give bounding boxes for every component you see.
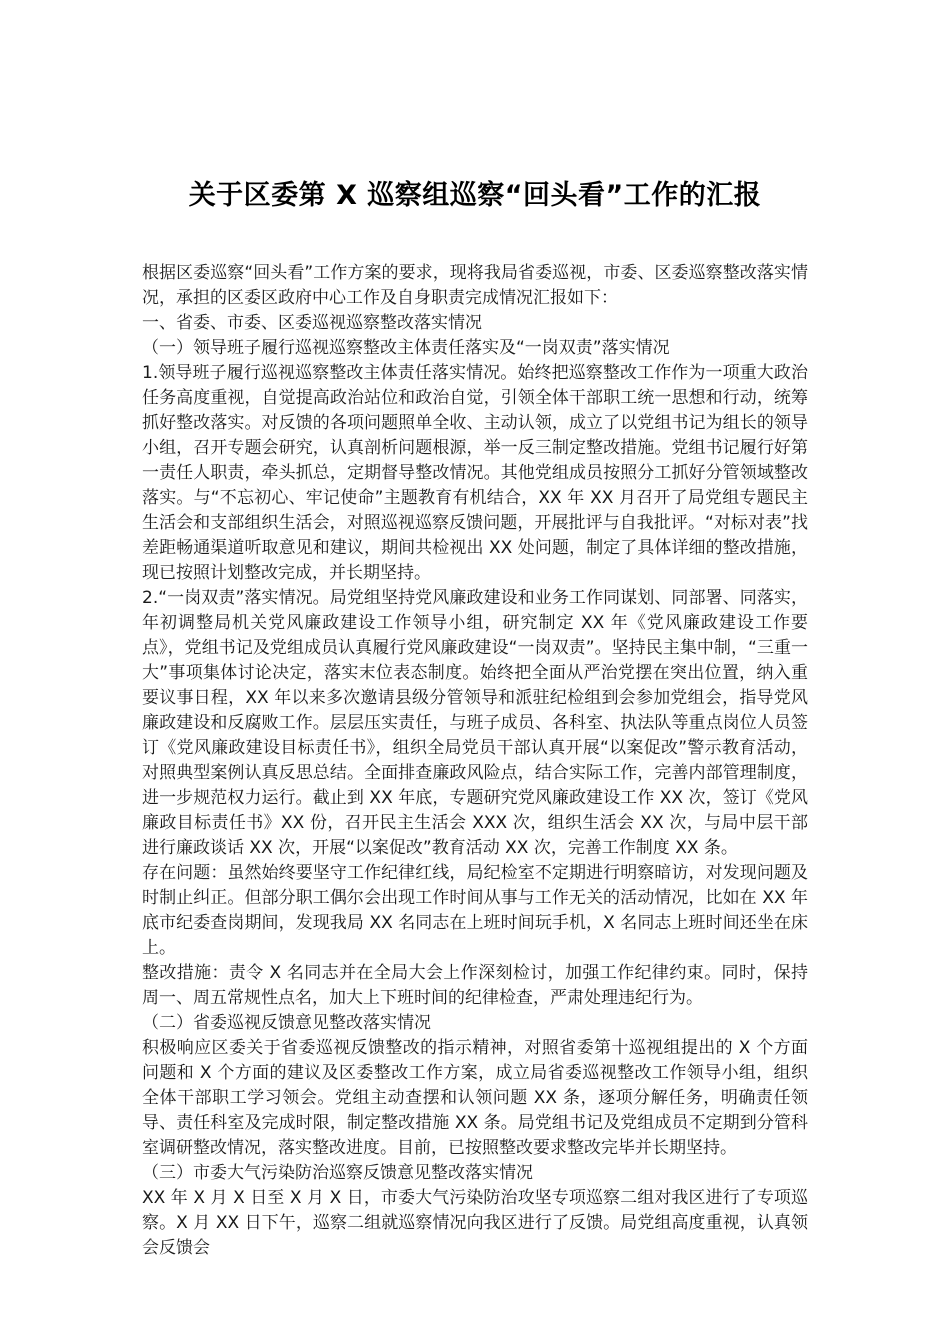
paragraph: 根据区委巡察“回头看”工作方案的要求，现将我局省委巡视，市委、区委巡察整改落实情况，承担的区委区政府中心工作及自身职责完成情况汇报如下：	[142, 263, 808, 308]
document-title: 关于区委第 X 巡察组巡察“回头看”工作的汇报	[188, 180, 762, 211]
paragraph: 一、省委、市委、区委巡视巡察整改落实情况	[142, 313, 482, 333]
document-body	[142, 261, 808, 1261]
paragraph: （二）省委巡视反馈意见整改落实情况	[142, 1013, 431, 1033]
paragraph: XX 年 X 月 X 日至 X 月 X 日，市委大气污染防治攻坚专项巡察二组对我区进行了专项巡察。X 月 XX 日下午，巡察二组就巡察情况向我区进行了反馈。局党组高度重视，认真领会反馈会	[142, 1188, 808, 1258]
paragraph: 存在问题：虽然始终要坚守工作纪律红线，局纪检室不定期进行明察暗访，对发现问题及时制止纠正。但部分职工偶尔会出现工作时间从事与工作无关的活动情况，比如在 XX 年底市纪委查岗期间，发现我局 XX 名同志在上班时间玩手机，X 名同志上班时间还坐在床上。	[142, 863, 808, 958]
paragraph: 整改措施：责令 X 名同志并在全局大会上作深刻检讨，加强工作纪律约束。同时，保持周一、周五常规性点名，加大上下班时间的纪律检查，严肃处理违纪行为。	[142, 963, 808, 1008]
paragraph: 1.领导班子履行巡视巡察整改主体责任落实情况。始终把巡察整改工作作为一项重大政治任务高度重视，自觉提高政治站位和政治自觉，引领全体干部职工统一思想和行动，统筹抓好整改落实。对反馈的各项问题照单全收、主动认领，成立了以党组书记为组长的领导小组，召开专题会研究，认真剖析问题根源，举一反三制定整改措施。党组书记履行好第一责任人职责，牵头抓总，定期督导整改情况。其他党组成员按照分工抓好分管领域整改落实。与“不忘初心、牢记使命”主题教育有机结合，XX 年 XX 月召开了局党组专题民主生活会和支部组织生活会，对照巡视巡察反馈问题，开展批评与自我批评。“对标对表”找差距畅通渠道听取意见和建议，期间共检视出 XX 处问题，制定了具体详细的整改措施，现已按照计划整改完成，并长期坚持。	[142, 363, 808, 583]
paragraph: （一）领导班子履行巡视巡察整改主体责任落实及“一岗双责”落实情况	[142, 338, 670, 358]
paragraph: （三）市委大气污染防治巡察反馈意见整改落实情况	[142, 1163, 533, 1183]
paragraph: 2.“一岗双责”落实情况。局党组坚持党风廉政建设和业务工作同谋划、同部署、同落实，年初调整局机关党风廉政建设工作领导小组，研究制定 XX 年《党风廉政建设工作要点》，党组书记及党组成员认真履行党风廉政建设“一岗双责”。坚持民主集中制，“三重一大”事项集体讨论决定，落实末位表态制度。始终把全面从严治党摆在突出位置，纳入重要议事日程，XX 年以来多次邀请县级分管领导和派驻纪检组到会参加党组会，指导党风廉政建设和反腐败工作。层层压实责任，与班子成员、各科室、执法队等重点岗位人员签订《党风廉政建设目标责任书》，组织全局党员干部认真开展“以案促改”警示教育活动，对照典型案例认真反思总结。全面排查廉政风险点，结合实际工作，完善内部管理制度，进一步规范权力运行。截止到 XX 年底，专题研究党风廉政建设工作 XX 次，签订《党风廉政目标责任书》XX 份，召开民主生活会 XXX 次，组织生活会 XX 次，与局中层干部进行廉政谈话 XX 次，开展“以案促改”教育活动 XX 次，完善工作制度 XX 条。	[142, 588, 808, 858]
paragraph: 积极响应区委关于省委巡视反馈整改的指示精神，对照省委第十巡视组提出的 X 个方面问题和 X 个方面的建议及区委整改工作方案，成立局省委巡视整改工作领导小组，组织全体干部职工学习领会。党组主动查摆和认领问题 XX 条，逐项分解任务，明确责任领导、责任科室及完成时限，制定整改措施 XX 条。局党组书记及党组成员不定期到分管科室调研整改情况，落实整改进度。目前，已按照整改要求整改完毕并长期坚持。	[142, 1038, 808, 1158]
